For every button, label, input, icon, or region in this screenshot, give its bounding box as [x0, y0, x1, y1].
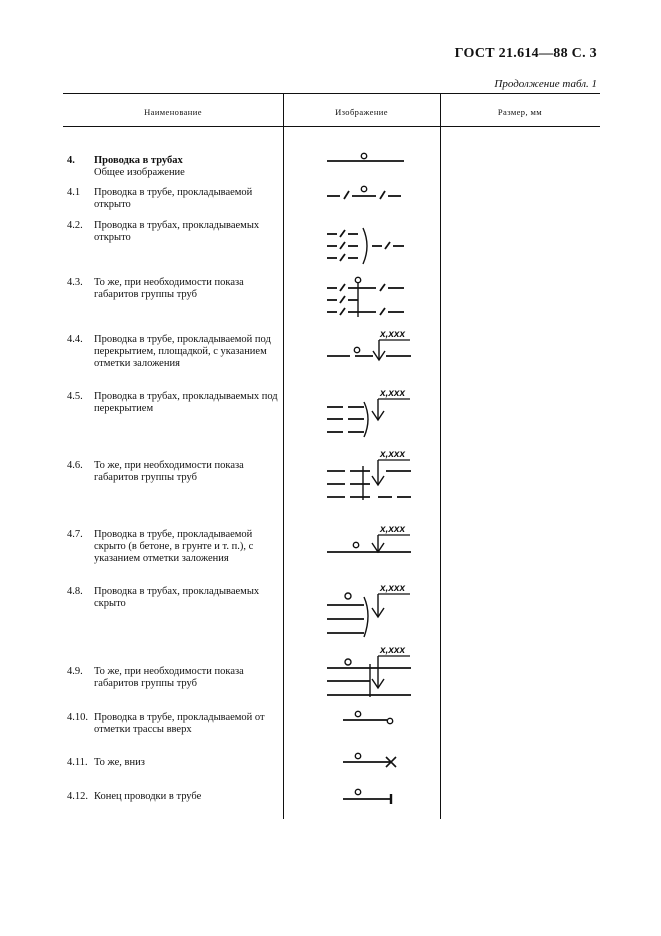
- row-number: 4.3.: [67, 277, 83, 288]
- elevation-mark: x,xxx: [380, 329, 406, 340]
- symbol-4-7: [327, 535, 411, 552]
- row-text: Проводка в трубе, прокладываемой открыто: [94, 187, 253, 210]
- column-divider-2: [440, 94, 441, 819]
- row-text: Проводка в трубе, прокладываемой от отметки трассы вверх: [94, 712, 265, 735]
- symbol-4-4: [327, 340, 411, 360]
- table-continuation: Продолжение табл. 1: [494, 78, 597, 90]
- elevation-mark: x,xxx: [380, 583, 406, 594]
- symbol-4-5: [327, 399, 410, 437]
- table-header-border: [63, 126, 600, 127]
- row-number: 4.5.: [67, 391, 83, 402]
- symbol-4-12: [343, 789, 391, 804]
- row-text: То же, вниз: [94, 757, 145, 768]
- row-number: 4.9.: [67, 666, 83, 677]
- row-number: 4.7.: [67, 529, 83, 540]
- row-text: То же, при необходимости показа габаритов группы труб: [94, 666, 244, 689]
- row-text: То же, при необходимости показа габаритов группы труб: [94, 460, 244, 483]
- symbol-4-2: [327, 228, 404, 264]
- symbol-4-1: [327, 186, 401, 199]
- row-number: 4.2.: [67, 220, 83, 231]
- symbol-4-3: [327, 277, 404, 317]
- elevation-mark: x,xxx: [380, 645, 406, 656]
- row-text: Проводка в трубах, прокладываемых открыто: [94, 220, 260, 243]
- row-number: 4.10.: [67, 712, 88, 723]
- elevation-mark: x,xxx: [380, 388, 406, 399]
- row-text: Проводка в трубе, прокладываемой скрыто (в бетоне, в грунте и т. п.), с указанием отметки заложения: [94, 529, 254, 564]
- row-text: То же, при необходимости показа габаритов группы труб: [94, 277, 244, 300]
- row-number: 4.: [67, 155, 75, 166]
- row-text: Конец проводки в трубе: [94, 791, 202, 802]
- row-number: 4.6.: [67, 460, 83, 471]
- elevation-mark: x,xxx: [380, 524, 406, 535]
- page-header: ГОСТ 21.614—88 С. 3: [454, 46, 597, 61]
- row-text: Проводка в трубе, прокладываемой под перекрытием, площадкой, с указанием отметки заложения: [94, 334, 271, 369]
- row-number: 4.4.: [67, 334, 83, 345]
- row-text: Общее изображение: [94, 167, 185, 178]
- row-number: 4.8.: [67, 586, 83, 597]
- column-header-name: Наименование: [144, 107, 202, 117]
- symbols-column: [284, 140, 440, 820]
- column-header-size: Размер, мм: [497, 107, 543, 117]
- symbol-4: [327, 153, 404, 161]
- row-text: Проводка в трубах, прокладываемых скрыто: [94, 586, 260, 609]
- symbol-4-11: [343, 753, 396, 767]
- column-header-image: Изображение: [335, 107, 388, 117]
- row-title: Проводка в трубах: [94, 155, 183, 166]
- elevation-mark: x,xxx: [380, 449, 406, 460]
- row-number: 4.12.: [67, 791, 88, 802]
- row-number: 4.1: [67, 187, 81, 198]
- symbol-4-10: [343, 711, 393, 723]
- row-number: 4.11.: [67, 757, 88, 768]
- symbol-4-9: [327, 656, 411, 697]
- row-text: Проводка в трубах, прокладываемых под перекрытием: [94, 391, 278, 414]
- symbol-4-6: [327, 460, 411, 500]
- table-top-border: [63, 93, 600, 94]
- symbol-4-8: [327, 593, 410, 637]
